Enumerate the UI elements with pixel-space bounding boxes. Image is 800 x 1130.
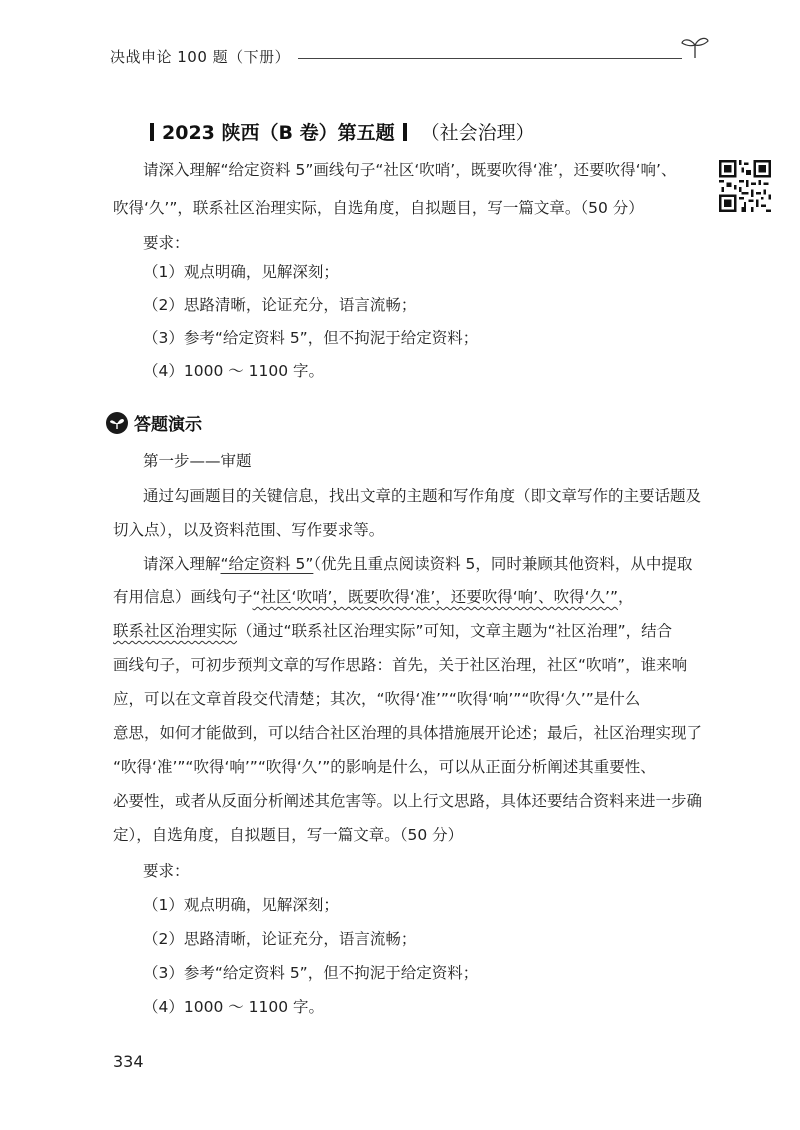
annotated-line	[113, 621, 672, 641]
book-title: 决战申论 100 题（下册）	[110, 48, 291, 66]
requirement-item: （2）思路清晰，论证充分，语言流畅；	[143, 296, 417, 314]
analysis-line: 意思，如何才能做到，可以结合社区治理的具体措施展开论述；最后，社区治理实现了	[113, 724, 703, 742]
requirement-item: （1）观点明确，见解深刻；	[143, 896, 339, 914]
underlined-material-ref: “给定资料 5”	[220, 555, 314, 573]
section-title-text: 2023 陕西（B 卷）第五题	[162, 122, 395, 144]
sprout-icon	[680, 34, 710, 60]
qr-code-icon[interactable]	[719, 160, 771, 212]
title-bar-right	[403, 123, 407, 141]
requirements-label: 要求：	[143, 862, 190, 880]
requirement-item: （4）1000 ～ 1100 字。	[143, 998, 325, 1016]
annotated-line	[113, 587, 634, 607]
question-stem-line-2: 吹得‘久’”，联系社区治理实际，自选角度，自拟题目，写一篇文章。（50 分）	[113, 199, 644, 217]
analysis-line: “吹得‘准’”“吹得‘响’”“吹得‘久’”的影响是什么，可以从正面分析阐述其重要性、	[113, 758, 656, 776]
wavy-underlined-phrase: 联系社区治理实际	[113, 622, 238, 640]
question-stem-line-1: 请深入理解“给定资料 5”画线句子“社区‘吹哨’，既要吹得‘准’，还要吹得‘响’、	[143, 161, 677, 179]
text-span: （通过“联系社区治理实际”可知，文章主题为“社区治理”，结合	[237, 622, 673, 640]
title-bar-left	[150, 123, 154, 141]
requirement-item: （4）1000 ～ 1100 字。	[143, 362, 325, 380]
requirements-label: 要求：	[143, 234, 190, 252]
analysis-line: 应，可以在文章首段交代清楚；其次，“吹得‘准’”“吹得‘响’”“吹得‘久’”是什么	[113, 690, 641, 708]
header-rule	[298, 58, 682, 59]
running-header	[110, 40, 710, 76]
section-tag: （社会治理）	[420, 122, 535, 144]
step-heading: 第一步——审题	[143, 452, 252, 470]
analysis-line: 必要性，或者从反面分析阐述其危害等。以上行文思路，具体还要结合资料来进一步确	[113, 792, 703, 810]
text-span: （优先且重点阅读资料 5，同时兼顾其他资料，从中提取	[313, 555, 693, 573]
page-number: 334	[113, 1052, 144, 1071]
analysis-line: 画线句子，可初步预判文章的写作思路：首先，关于社区治理，社区“吹哨”，谁来响	[113, 656, 688, 674]
leaf-badge-icon	[106, 412, 128, 434]
text-span: 有用信息）画线句子	[113, 588, 253, 606]
requirement-item: （3）参考“给定资料 5”，但不拘泥于给定资料；	[143, 964, 479, 982]
requirement-item: （2）思路清晰，论证充分，语言流畅；	[143, 930, 417, 948]
analysis-line: 定），自选角度，自拟题目，写一篇文章。（50 分）	[113, 826, 464, 844]
analysis-line: 通过勾画题目的关键信息，找出文章的主题和写作角度（即文章写作的主要话题及	[143, 487, 702, 505]
analysis-line: 切入点），以及资料范围、写作要求等。	[113, 521, 385, 539]
annotated-line	[143, 554, 692, 574]
section-title	[142, 118, 535, 145]
text-span: 请深入理解	[143, 555, 221, 573]
text-span: ，	[618, 588, 634, 606]
requirement-item: （1）观点明确，见解深刻；	[143, 263, 339, 281]
requirement-item: （3）参考“给定资料 5”，但不拘泥于给定资料；	[143, 329, 479, 347]
answer-demo-title: 答题演示	[134, 415, 202, 435]
wavy-underlined-quote: “社区‘吹哨’，既要吹得‘准’，还要吹得‘响’、吹得‘久’”	[252, 588, 618, 606]
answer-demo-heading	[106, 410, 202, 435]
